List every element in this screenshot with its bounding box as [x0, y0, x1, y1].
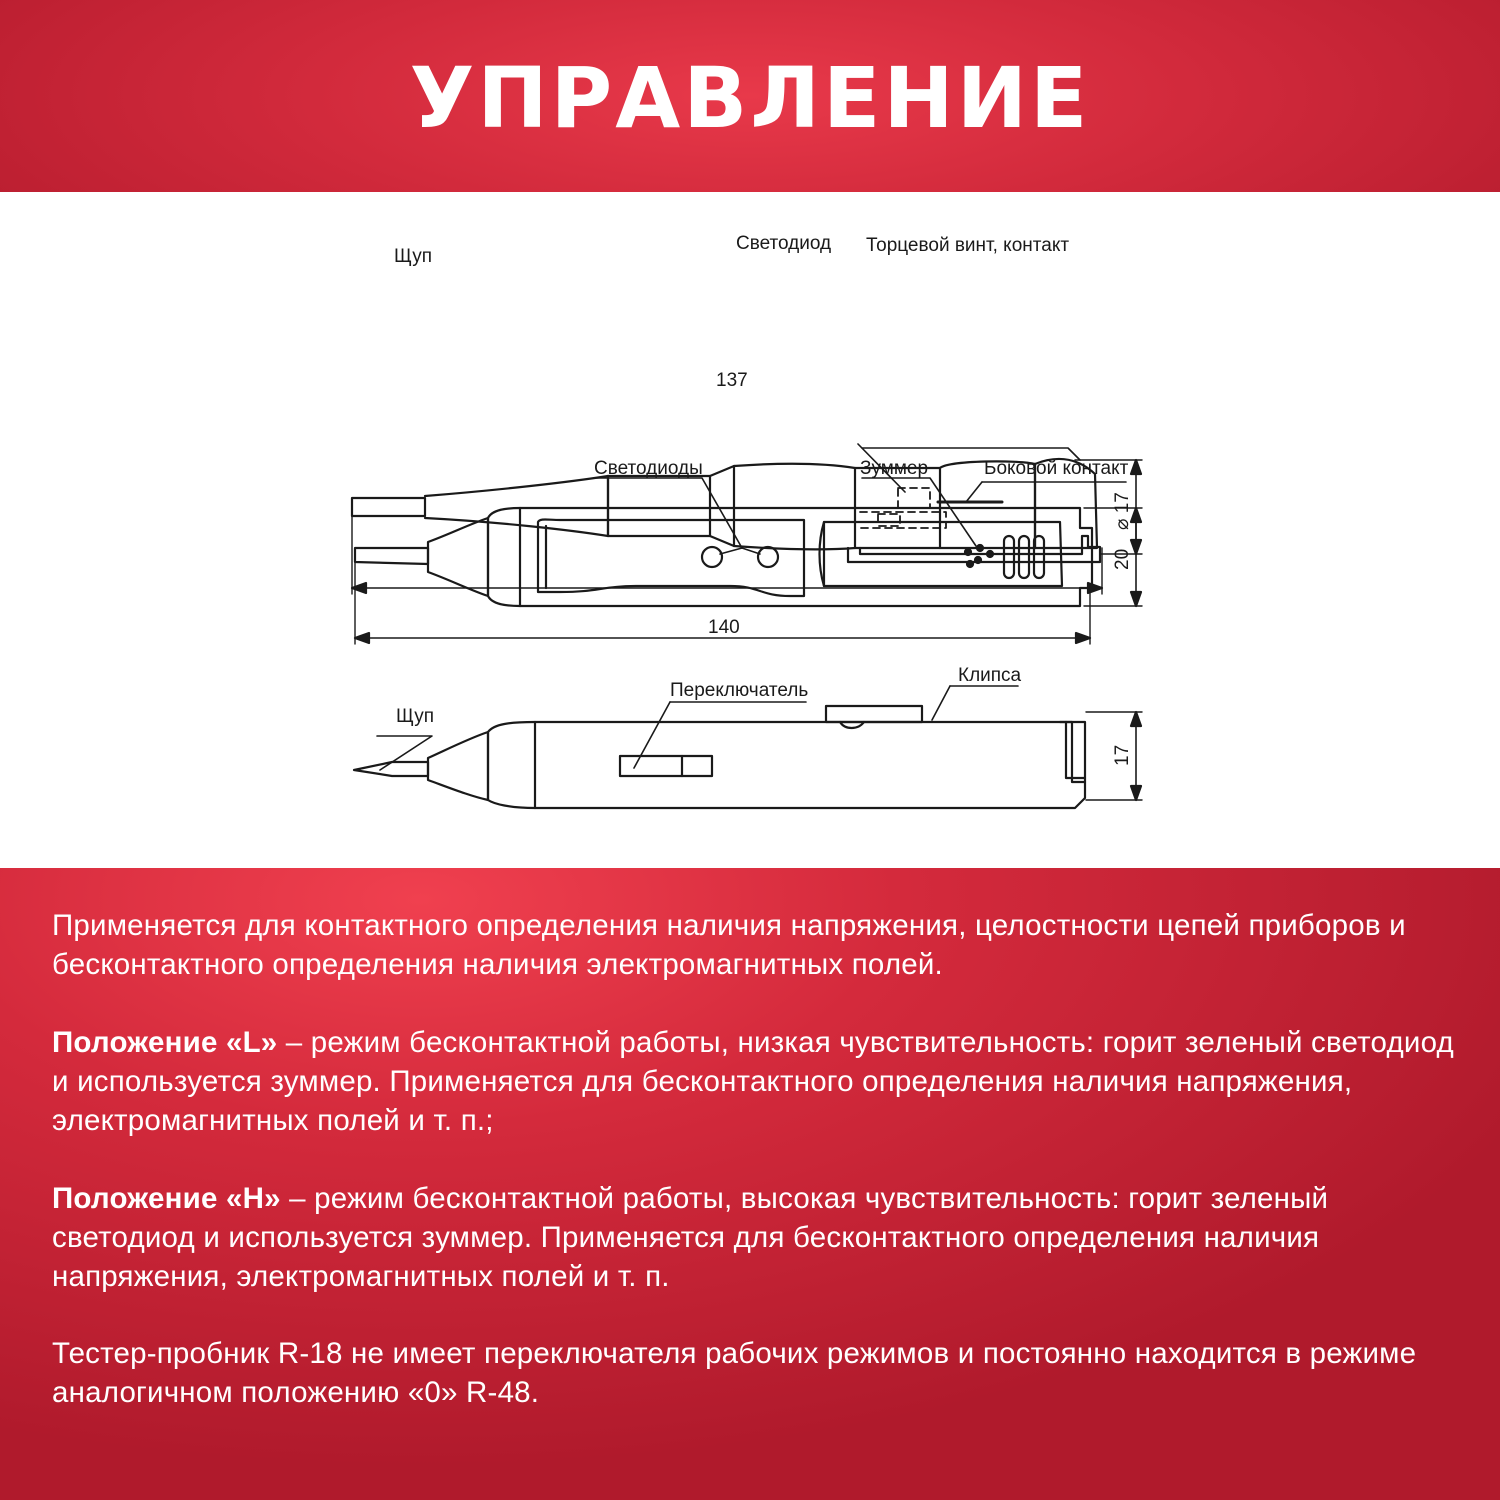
- mode-l-text: – режим бесконтактной работы, низкая чувствительность: горит зеленый светодиод и используется зуммер. Применяется для бесконтактного определения наличия напряжения, электромагнитных полей и т. п.;: [52, 1026, 1454, 1137]
- end-screw-label: Торцевой винт, контакт: [866, 235, 1070, 256]
- r18-note-paragraph: Тестер-пробник R-18 не имеет переключателя рабочих режимов и постоянно находится в режиме аналогичном положению «0» R-48.: [52, 1337, 1417, 1409]
- tester-view-3: [354, 686, 1142, 808]
- probe-label-2: Щуп: [396, 706, 435, 727]
- diameter-17-label: ⌀ 17: [1112, 492, 1133, 530]
- length-137-label: 137: [716, 370, 748, 391]
- mode-l-title: Положение «L»: [52, 1026, 278, 1059]
- length-140-label: 140: [708, 617, 740, 638]
- technical-drawing: [0, 192, 1500, 868]
- side-contact-label: Боковой контакт: [984, 458, 1129, 479]
- leds-label: Светодиоды: [594, 458, 703, 479]
- mode-h-text: – режим бесконтактной работы, высокая чувствительность: горит зеленый светодиод и используется зуммер. Применяется для бесконтактного определения наличия напряжения, электромагнитных полей и т. п.: [52, 1182, 1329, 1293]
- purpose-paragraph: Применяется для контактного определения наличия напряжения, целостности цепей приборов и бесконтактного определения наличия электромагнитных полей.: [52, 909, 1406, 981]
- description-panel: [0, 868, 1500, 1500]
- height-20-label: 20: [1112, 548, 1133, 570]
- probe-label-1: Щуп: [394, 246, 433, 267]
- page-title: УПРАВЛЕНИЕ: [409, 49, 1091, 147]
- buzzer-label: Зуммер: [860, 458, 929, 479]
- clip-label: Клипса: [958, 665, 1022, 686]
- drawing-svg: [0, 192, 1500, 868]
- height-17-label: 17: [1112, 744, 1133, 766]
- switch-label: Переключатель: [670, 680, 809, 701]
- header-banner: [0, 0, 1500, 192]
- mode-l-paragraph: [52, 1023, 1462, 1140]
- mode-h-title: Положение «H»: [52, 1182, 281, 1215]
- led-label: Светодиод: [736, 233, 832, 254]
- mode-h-paragraph: [52, 1179, 1462, 1296]
